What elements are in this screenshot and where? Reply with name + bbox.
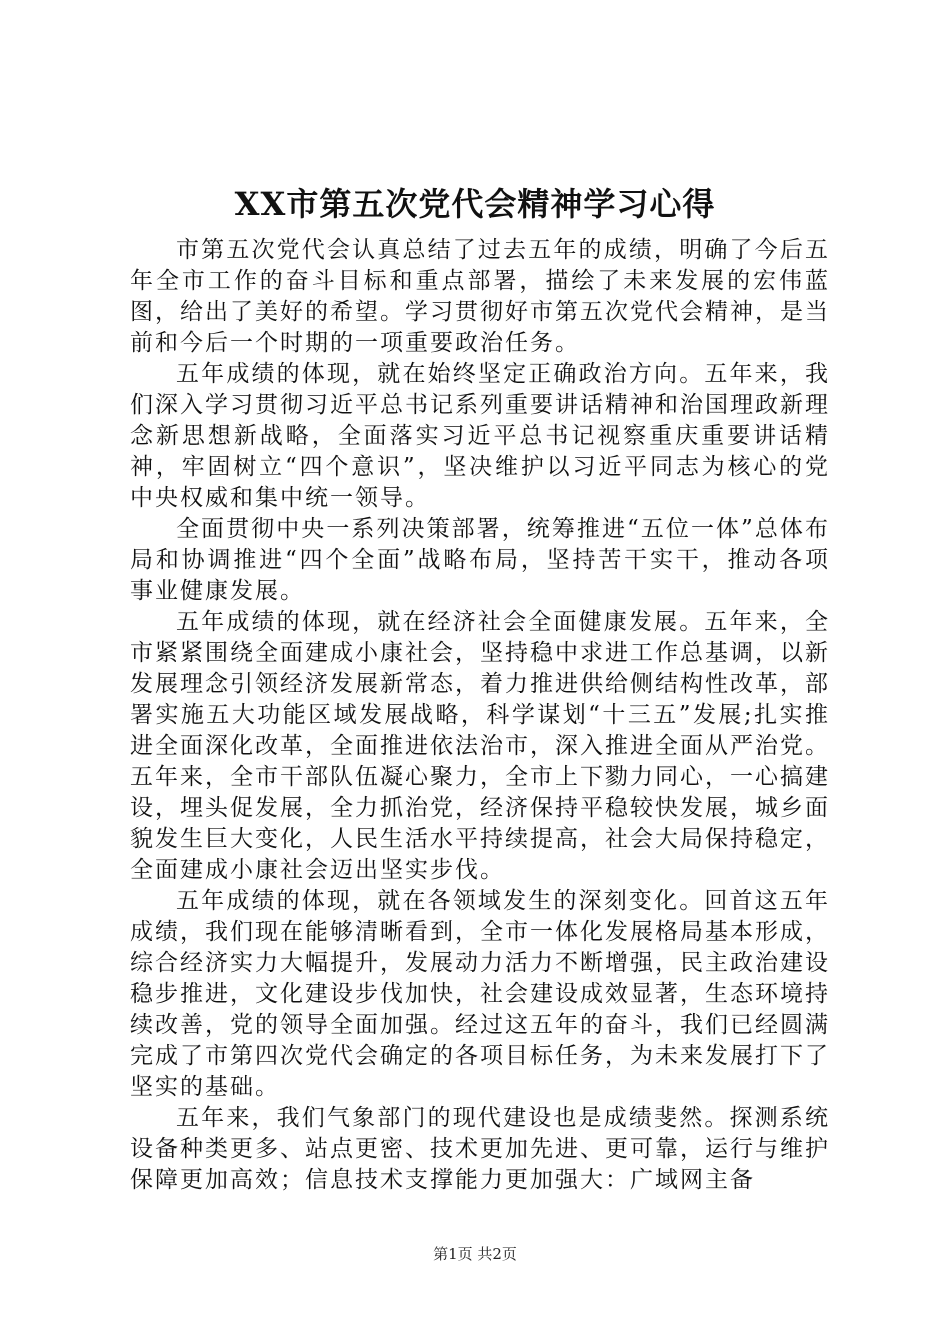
document-title: XX市第五次党代会精神学习心得 bbox=[234, 185, 716, 223]
page-number-footer: 第1页 共2页 bbox=[433, 1245, 517, 1263]
paragraph: 市第五次党代会认真总结了过去五年的成绩，明确了今后五年全市工作的奋斗目标和重点部署，描绘了未来发展的宏伟蓝图，给出了美好的希望。学习贯彻好市第五次党代会精神，是当前和今后一个时期的一项重要政治任务。 bbox=[130, 237, 830, 356]
paragraph: 全面贯彻中央一系列决策部署，统筹推进“五位一体”总体布局和协调推进“四个全面”战略布局，坚持苦干实干，推动各项事业健康发展。 bbox=[130, 516, 830, 604]
paragraph: 五年成绩的体现，就在始终坚定正确政治方向。五年来，我们深入学习贯彻习近平总书记系列重要讲话精神和治国理政新理念新思想新战略，全面落实习近平总书记视察重庆重要讲话精神，牢固树立“四个意识”，坚决维护以习近平同志为核心的党中央权威和集中统一领导。 bbox=[130, 361, 830, 511]
paragraph: 五年成绩的体现，就在经济社会全面健康发展。五年来，全市紧紧围绕全面建成小康社会，坚持稳中求进工作总基调，以新发展理念引领经济发展新常态，着力推进供给侧结构性改革，部署实施五大功能区域发展战略，科学谋划“十三五”发展;扎实推进全面深化改革，全面推进依法治市，深入推进全面从严治党。五年来，全市干部队伍凝心聚力，全市上下勠力同心，一心搞建设，埋头促发展，全力抓治党，经济保持平稳较快发展，城乡面貌发生巨大变化，人民生活水平持续提高，社会大局保持稳定，全面建成小康社会迈出坚实步伐。 bbox=[130, 609, 831, 883]
document-body bbox=[130, 235, 830, 1196]
paragraph: 五年成绩的体现，就在各领域发生的深刻变化。回首这五年成绩，我们现在能够清晰看到，全市一体化发展格局基本形成，综合经济实力大幅提升，发展动力活力不断增强，民主政治建设稳步推进，文化建设步伐加快，社会建设成效显著，生态环境持续改善，党的领导全面加强。经过这五年的奋斗，我们已经圆满完成了市第四次党代会确定的各项目标任务，为未来发展打下了坚实的基础。 bbox=[130, 888, 830, 1100]
paragraph: 五年来，我们气象部门的现代建设也是成绩斐然。探测系统设备种类更多、站点更密、技术更加先进、更可靠，运行与维护保障更加高效；信息技术支撑能力更加强大：广域网主备 bbox=[130, 1105, 830, 1193]
